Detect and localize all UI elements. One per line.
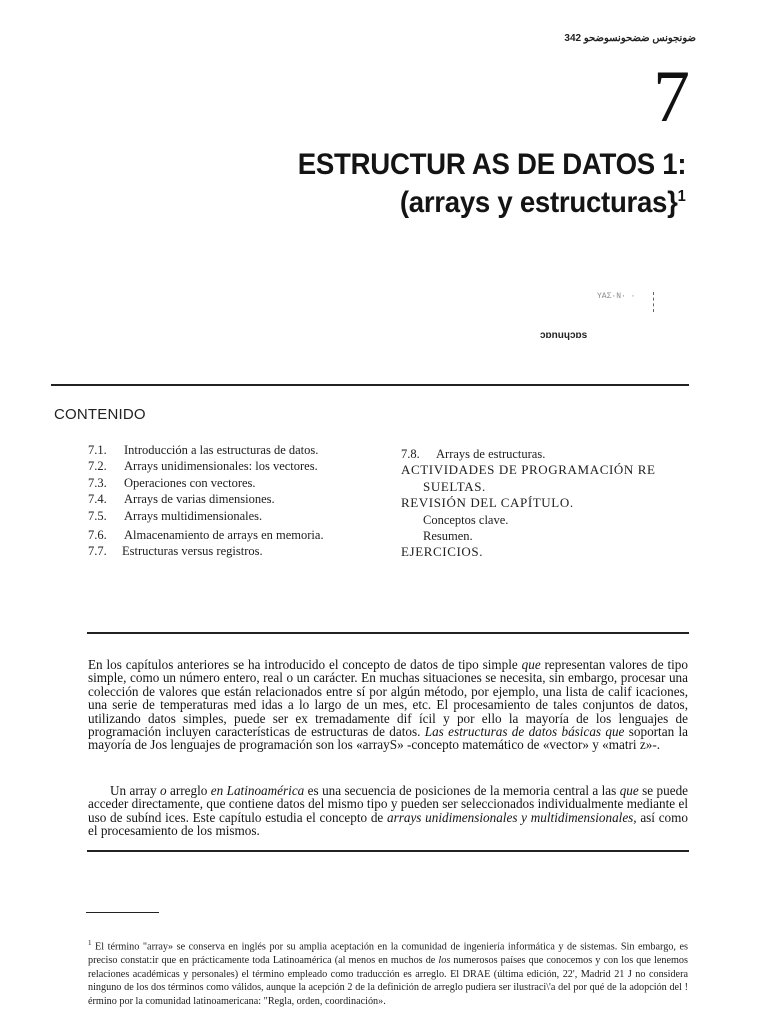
chapter-title-line1: ESTRUCTUR AS DE DATOS 1: (297, 148, 686, 181)
intro-paragraph-2 (88, 784, 688, 838)
toc-item (88, 458, 324, 474)
chapter-title-line2-text: (arrays y estructuras} (400, 186, 679, 219)
toc-text: Introducción a las estructuras de datos. (124, 443, 319, 457)
toc-num: 7.1. (88, 443, 107, 457)
toc-right-column (401, 446, 656, 561)
toc-num: 7.3. (88, 475, 107, 490)
section-rule-bottom (87, 850, 689, 852)
toc-item (88, 442, 324, 458)
p2-emphasis-1: o (160, 783, 167, 798)
p1-emphasis-1: que (521, 657, 541, 672)
section-rule-top (51, 384, 689, 386)
toc-ejercicios: EJERCICIOS. (401, 544, 484, 560)
intro-paragraph-1 (88, 658, 688, 752)
toc-actividades-cont: SUELTAS. (423, 478, 486, 494)
footnote-1 (88, 937, 688, 1008)
toc-num: 7.4. (88, 492, 107, 507)
footnote-separator (86, 912, 159, 913)
toc-num: 7.7. (88, 544, 107, 559)
toc-text: Operaciones con vectores. (124, 475, 256, 490)
section-rule-middle (87, 632, 689, 634)
footnote-text-a: El término "array» se conserva en inglés por su amplia aceptación en la comunidad de ingeniería informática y de sistemas. Sin embargo, es preciso constat:ir que en prácticamente toda Latinoamérica (al menos en muchos de (88, 941, 688, 966)
footnote-text-b: numerosos países que conocemos y con los que lenemos relaciones académicas y personales) el término empleado como traducción es arreglo. El DRAE (última edición, 22', Madrid 21 J no considera ninguno de los dos términos como válidos, aunque la acepción 2 de la definición de arreglo pudiera ser ilustraci\'a del por qué de la adopción del !érmino por la comunidad latinoamericana: "Regla, orden, coordinación». (88, 954, 688, 1007)
toc-item (88, 475, 324, 491)
footnote-mark: 1 (88, 939, 92, 947)
toc-item (88, 491, 324, 507)
p2-emphasis-4: arrays unidimensionales y multidimensionales, (387, 809, 637, 825)
toc-text: Arrays unidimensionales: los vectores. (124, 459, 318, 474)
toc-text: Estructuras versus registros. (122, 544, 263, 559)
toc-item (88, 543, 324, 559)
chapter-number: 7 (653, 56, 690, 138)
toc-num: 7.6. (88, 528, 107, 543)
toc-num: 7.8. (401, 447, 420, 461)
toc-text: Arrays de varias dimensiones. (124, 492, 275, 507)
p1-text-c: soportan la mayoría de Jos lenguajes de programación son los «arrayS» -concepto matemático de «vector» y «matri z»-. (88, 724, 689, 753)
p2-text-c: es una secuencia de posiciones de la memoria central a las (304, 783, 620, 798)
toc-conceptos: Conceptos clave. (423, 512, 509, 527)
toc-num: 7.2. (88, 459, 107, 474)
toc-item (88, 508, 324, 524)
toc-revision: REVISIÓN DEL CAPÍTULO. (401, 495, 574, 511)
p1-text-a: En los capítulos anteriores se ha introducido el concepto de datos de tipo simple (88, 657, 522, 672)
contenido-label: CONTENIDO (54, 406, 146, 423)
toc-item (88, 527, 324, 543)
toc-text: Arrays de estructuras. (436, 447, 546, 461)
p2-text-a: Un array (110, 783, 161, 798)
toc-resumen: Resumen. (423, 529, 473, 544)
scan-stamp: ΥΑΣ·Ν· · (597, 292, 654, 312)
p2-text-d: se puede acceder directamente, que contiene datos del mismo tipo y pueden ser seleccionados individualmente mediante el uso de subínd ices. Este capítulo estudia el concepto de (88, 783, 689, 825)
title-footnote-mark: 1 (678, 188, 686, 205)
p2-emphasis-2: en Latinoamérica (210, 783, 305, 798)
chapter-title-line2 (400, 184, 686, 222)
toc-actividades: ACTIVIDADES DE PROGRAMACIÓN RE (401, 462, 656, 478)
p1-text-b: representan valores de tipo simple, como un número entero, real o un carácter. En muchas situaciones se necesita, sin embargo, procesar una colección de valores que están relacionados entre sí por algún método, por ejemplo, una lista de calif icaciones, una serie de temperaturas med idas a lo largo de un mes, etc. El procesamiento de tales conjuntos de datos, utilizando datos simples, puede ser ex tremadamente dif ícil y por ello la mayoría de los lenguajes de programación incluyen características de estructuras de datos. (88, 657, 688, 740)
p1-emphasis-2: Las estructuras de datos básicas que (424, 724, 625, 740)
toc-text: Almacenamiento de arrays en memoria. (124, 528, 324, 543)
toc-text: Arrays multidimensionales. (124, 508, 263, 523)
toc-left-column (88, 442, 324, 560)
p2-text-e: así como el procesamiento de los mismos. (88, 809, 688, 839)
toc-item-7-8 (401, 446, 656, 462)
p2-emphasis-3: que (619, 783, 639, 798)
footnote-emphasis: los (438, 954, 451, 966)
mirrored-text-artifact: ɔɒnuɥɔɒs (540, 330, 588, 341)
toc-num: 7.5. (88, 508, 107, 523)
p2-text-b: arreglo (166, 783, 211, 798)
running-head: ضونجونس ضضحونسوضحو 342 (564, 33, 696, 44)
